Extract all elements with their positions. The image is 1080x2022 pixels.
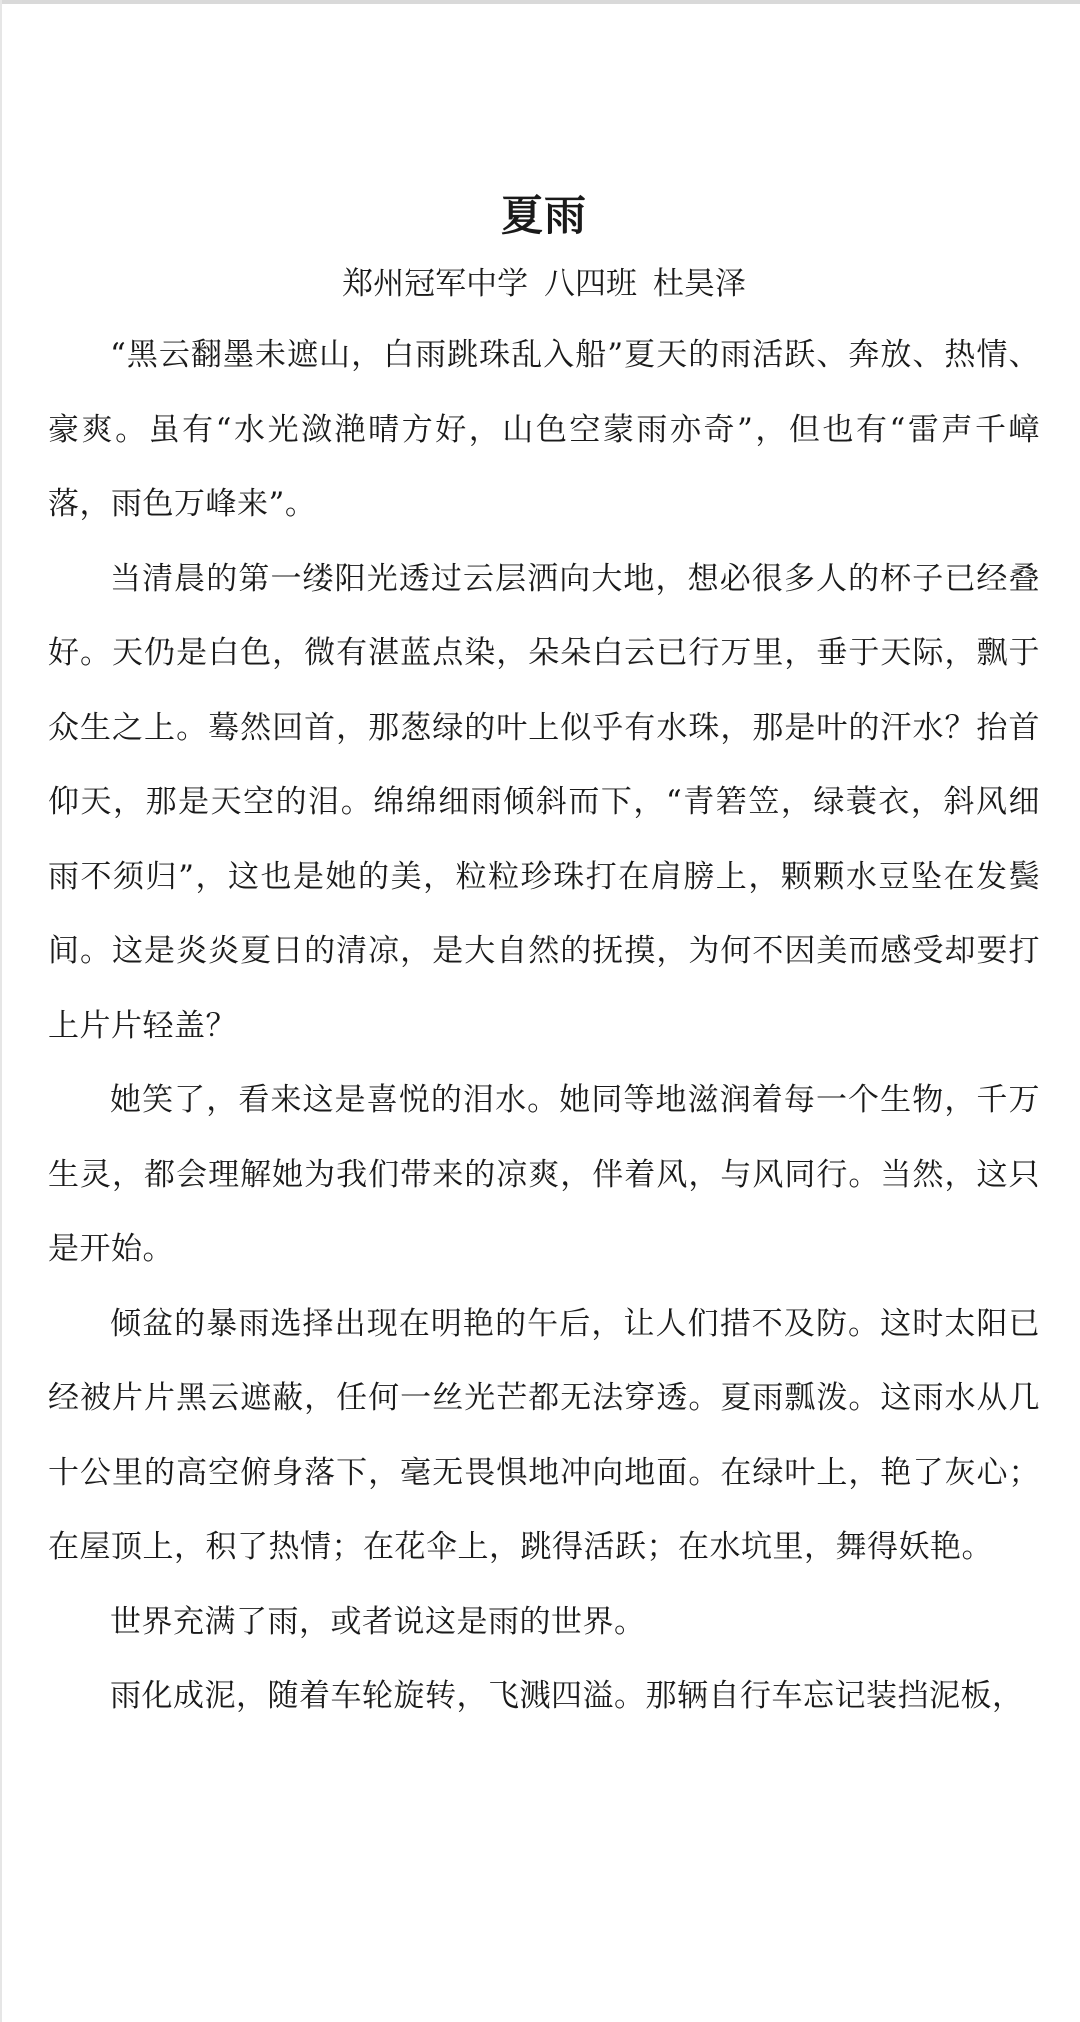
page-top-border xyxy=(0,0,1080,4)
paragraph-1: “黑云翻墨未遮山，白雨跳珠乱入船”夏天的雨活跃、奔放、热情、豪爽。虽有“水光潋滟晴方好，山色空蒙雨亦奇”，但也有“雷声千嶂落，雨色万峰来”。 xyxy=(48,337,1040,522)
document-page xyxy=(48,180,1040,1734)
author-byline: 郑州冠军中学 八四班 杜昊泽 xyxy=(342,266,746,302)
page-left-border xyxy=(0,0,2,2022)
paragraph-6: 雨化成泥，随着车轮旋转，飞溅四溢。那辆自行车忘记装挡泥板， xyxy=(110,1678,1024,1714)
paragraph-5: 世界充满了雨，或者说这是雨的世界。 xyxy=(110,1603,646,1640)
essay-title: 夏雨 xyxy=(500,191,587,240)
paragraph-2: 当清晨的第一缕阳光透过云层洒向大地，想必很多人的杯子已经叠好。天仍是白色，微有湛蓝点染，朵朵白云已行万里，垂于天际，飘于众生之上。蓦然回首，那葱绿的叶上似乎有水珠，那是叶的汗水？抬首仰天，那是天空的泪。绵绵细雨倾斜而下，“青箬笠，绿蓑衣，斜风细雨不须归”，这也是她的美，粒粒珍珠打在肩膀上，颗颗水豆坠在发鬓间。这是炎炎夏日的清凉，是大自然的抚摸，为何不因美而感受却要打上片片轻盖？ xyxy=(48,560,1040,1044)
paragraph-3: 她笑了，看来这是喜悦的泪水。她同等地滋润着每一个生物，千万生灵，都会理解她为我们带来的凉爽，伴着风，与风同行。当然，这只是开始。 xyxy=(48,1082,1040,1267)
paragraph-4: 倾盆的暴雨选择出现在明艳的午后，让人们措不及防。这时太阳已经被片片黑云遮蔽，任何一丝光芒都无法穿透。夏雨瓢泼。这雨水从几十公里的高空俯身落下，毫无畏惧地冲向地面。在绿叶上，艳了灰心；在屋顶上，积了热情；在花伞上，跳得活跃；在水坑里，舞得妖艳。 xyxy=(48,1305,1040,1565)
